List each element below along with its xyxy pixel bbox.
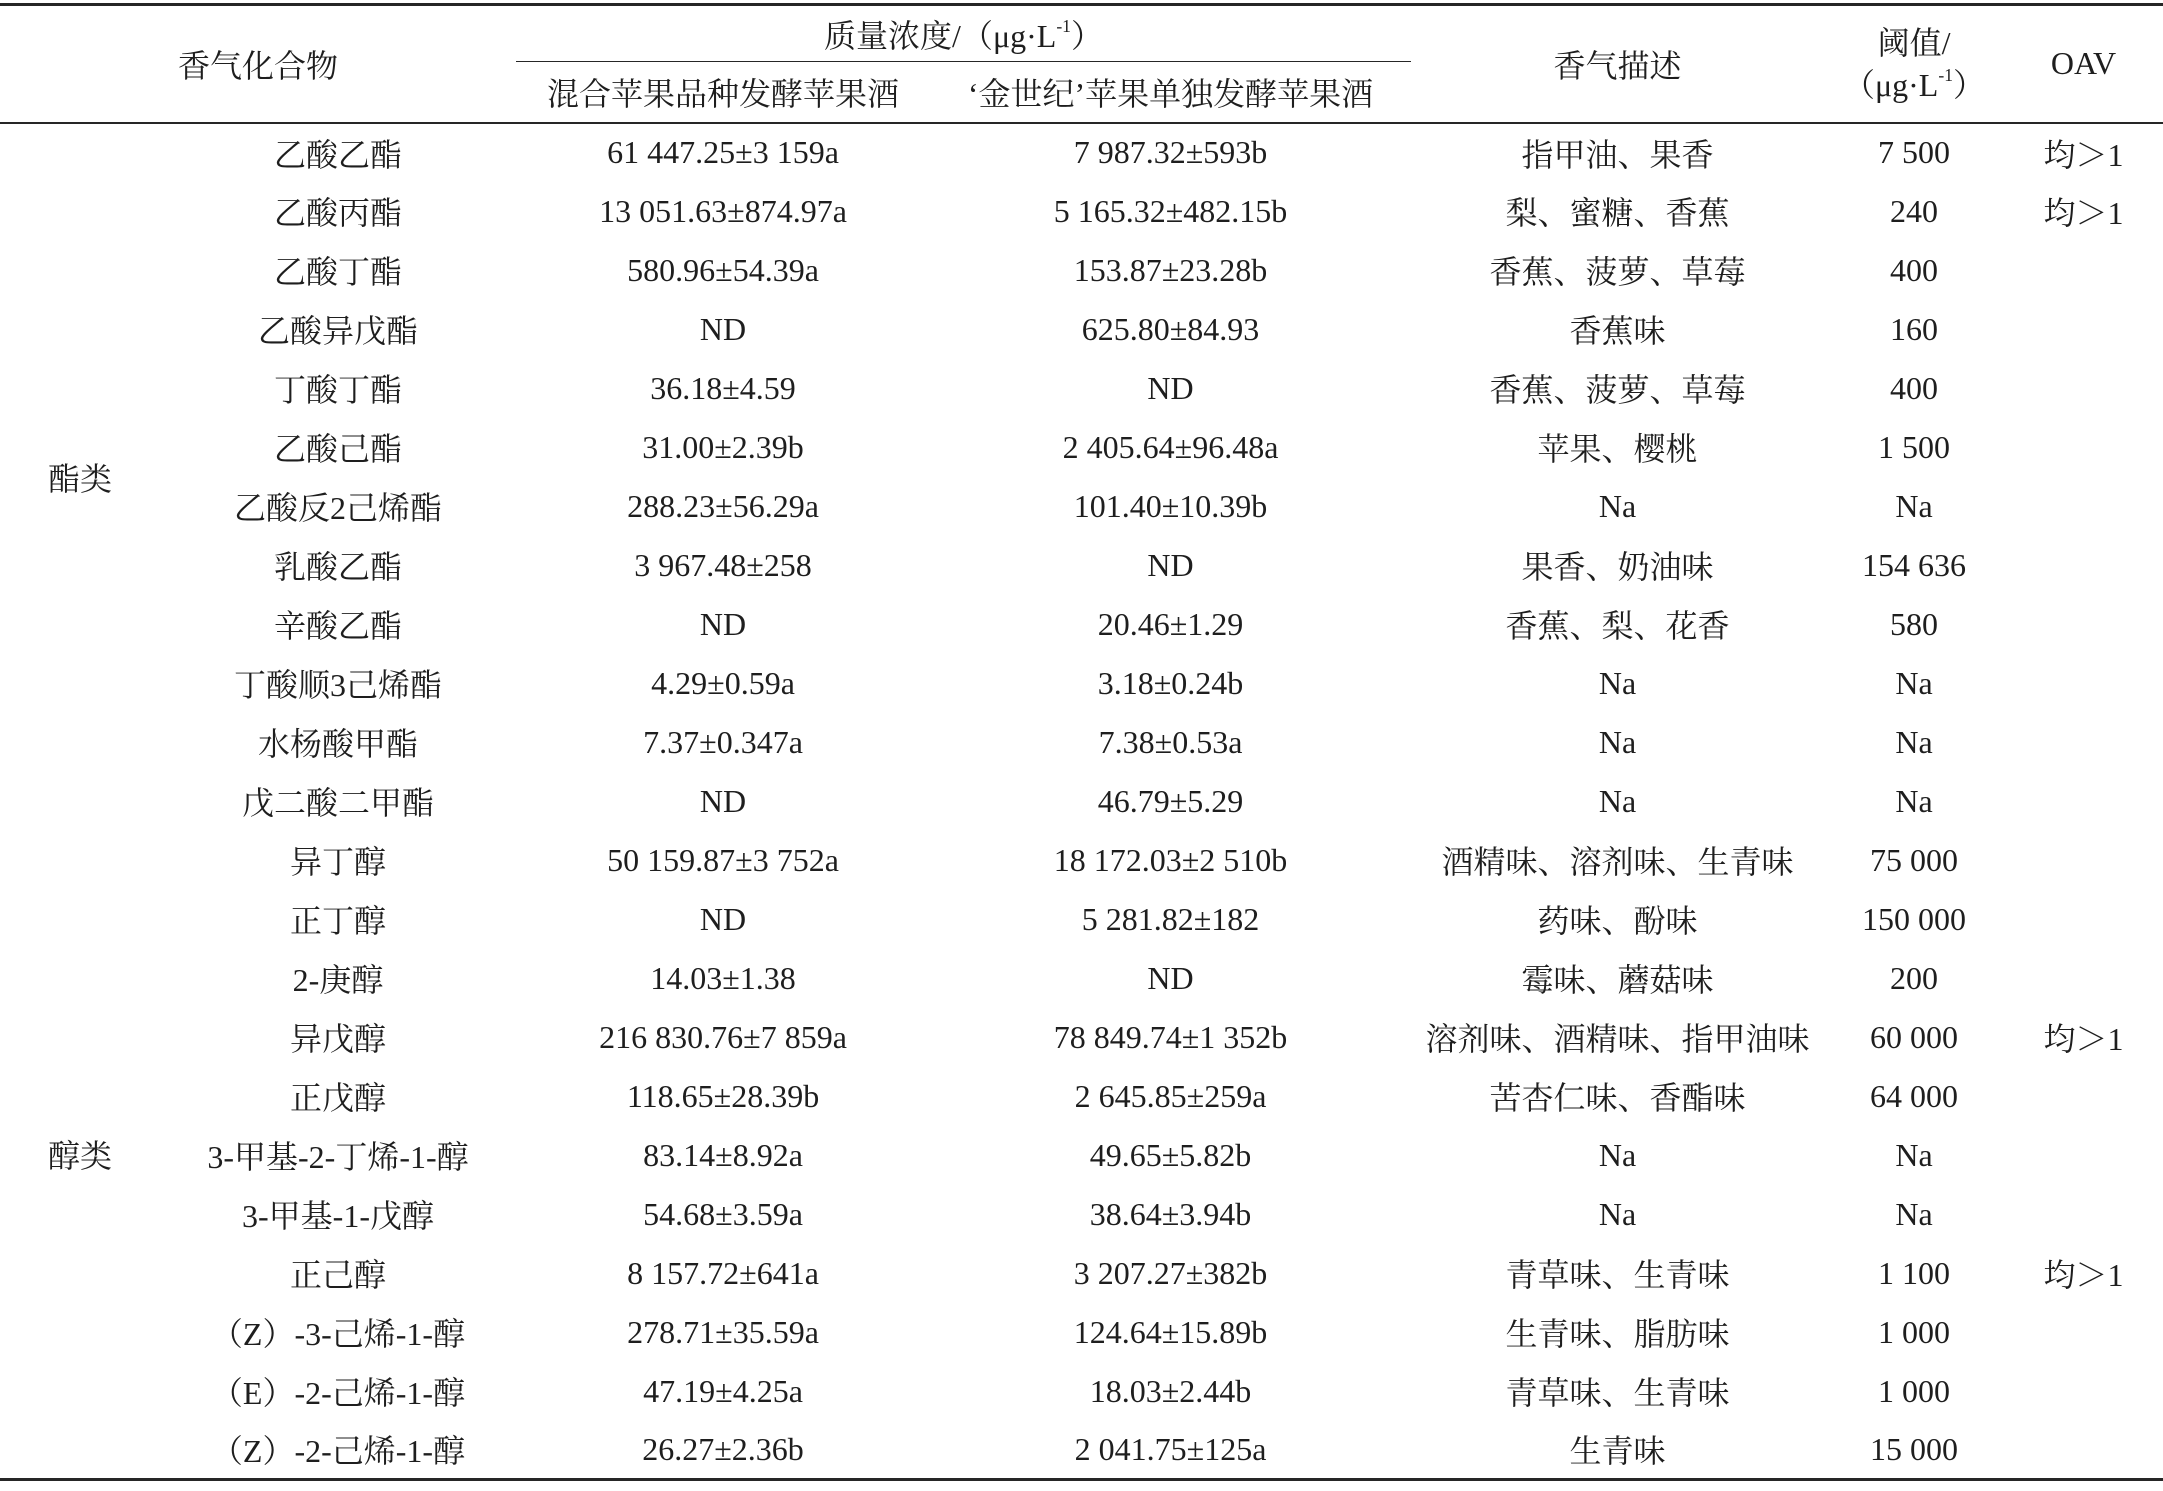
jinshiji-concentration-cell: 7 987.32±593b	[1073, 134, 1268, 170]
concentration-header-text: 质量浓度/（μg·L	[824, 17, 1057, 54]
mixed-variety-concentration-cell: 14.03±1.38	[650, 959, 796, 996]
threshold-unit-exponent: -1	[1938, 65, 1954, 86]
oav-cell	[2004, 949, 2163, 1008]
table-row	[0, 1067, 2163, 1126]
jinshiji-concentration-cell: 78 849.74±1 352b	[1053, 1018, 1288, 1055]
table-row	[0, 1421, 2163, 1480]
threshold-cell: 1 000	[1878, 1313, 1951, 1350]
jinshiji-concentration-cell: 2 405.64±96.48a	[1062, 428, 1279, 465]
aroma-description-cell: 霉味、蘑菇味	[1521, 962, 1714, 998]
table-row	[0, 1362, 2163, 1421]
table-row	[0, 477, 2163, 536]
aroma-description-cell: 青草味、生青味	[1505, 1375, 1730, 1411]
jinshiji-concentration-cell: 3 207.27±382b	[1073, 1254, 1268, 1291]
aroma-description-cell: 指甲油、果香	[1521, 136, 1714, 173]
jinshiji-concentration-cell: ND	[1147, 546, 1194, 583]
jinshiji-concentration-cell: 7.38±0.53a	[1098, 723, 1243, 760]
mixed-variety-concentration-cell: ND	[699, 900, 747, 937]
mixed-variety-concentration-cell: 36.18±4.59	[650, 369, 796, 406]
aroma-description-cell: 苹果、樱桃	[1537, 431, 1698, 467]
oav-header: OAV	[2050, 45, 2117, 82]
table-row	[0, 123, 2163, 182]
mixed-variety-concentration-cell: 26.27±2.36b	[642, 1430, 804, 1467]
oav-cell: 均＞1	[2043, 136, 2124, 173]
compound-name-cell: 正己醇	[290, 1257, 387, 1293]
compound-name-cell: 丁酸丁酯	[274, 372, 403, 408]
table-header	[0, 5, 2163, 123]
threshold-cell: 7 500	[1878, 134, 1951, 170]
mixed-variety-concentration-cell: 31.00±2.39b	[642, 428, 804, 465]
table-row	[0, 300, 2163, 359]
aroma-description-cell: Na	[1598, 1136, 1637, 1173]
threshold-cell: 400	[1890, 251, 1939, 288]
table-row	[0, 949, 2163, 1008]
threshold-cell: 580	[1890, 605, 1939, 642]
compound-name-cell: 戊二酸二甲酯	[242, 785, 435, 821]
oav-cell	[2004, 713, 2163, 772]
aroma-description-cell: 生青味	[1569, 1433, 1666, 1470]
jinshiji-concentration-cell: 124.64±15.89b	[1073, 1313, 1268, 1350]
concentration-unit-exponent: -1	[1056, 16, 1071, 37]
oav-cell	[2004, 1185, 2163, 1244]
table-row	[0, 1185, 2163, 1244]
jinshiji-concentration-cell: ND	[1147, 369, 1194, 406]
table-row	[0, 359, 2163, 418]
category-label: 酯类	[47, 461, 112, 497]
compound-name-cell: 2-庚醇	[292, 962, 384, 998]
mixed-variety-concentration-cell: 118.65±28.39b	[626, 1077, 820, 1114]
oav-cell	[2004, 831, 2163, 890]
table-row	[0, 182, 2163, 241]
threshold-cell: 15 000	[1870, 1430, 1959, 1467]
aroma-description-cell: 香蕉、菠萝、草莓	[1489, 372, 1746, 408]
table-row	[0, 241, 2163, 300]
compound-name-cell: 3-甲基-2-丁烯-1-醇	[207, 1139, 469, 1175]
aroma-description-cell: Na	[1598, 1195, 1637, 1232]
threshold-cell: Na	[1895, 664, 1933, 701]
threshold-cell: 240	[1890, 192, 1939, 229]
mixed-variety-concentration-cell: 4.29±0.59a	[651, 664, 795, 701]
aroma-description-cell: 香蕉味	[1569, 313, 1666, 349]
mixed-variety-concentration-cell: 7.37±0.347a	[643, 723, 803, 760]
threshold-header-unit	[1824, 64, 2004, 106]
jinshiji-concentration-cell: 625.80±84.93	[1081, 310, 1260, 347]
compound-name-cell: 乙酸乙酯	[274, 136, 403, 173]
compound-name-cell: 正丁醇	[290, 903, 387, 939]
table-row	[0, 595, 2163, 654]
mixed-variety-concentration-cell: 54.68±3.59a	[643, 1195, 803, 1232]
aroma-description-cell: 香蕉、菠萝、草莓	[1489, 254, 1746, 290]
mixed-variety-concentration-cell: 580.96±54.39a	[627, 251, 819, 288]
jinshiji-concentration-cell: 20.46±1.29	[1097, 605, 1244, 642]
compound-name-cell: 丁酸顺3己烯酯	[234, 667, 443, 703]
table-row	[0, 1008, 2163, 1067]
aroma-description-cell: Na	[1598, 723, 1637, 760]
compound-name-cell: 异丁醇	[290, 844, 387, 880]
jinshiji-concentration-cell: 49.65±5.82b	[1089, 1136, 1252, 1173]
aroma-description-cell: 果香、奶油味	[1521, 549, 1714, 585]
oav-cell	[2004, 536, 2163, 595]
oav-cell	[2004, 654, 2163, 713]
threshold-unit-close: ）	[1953, 66, 1986, 103]
threshold-cell: Na	[1895, 782, 1933, 819]
aroma-description-cell: Na	[1598, 487, 1637, 524]
mixed-variety-concentration-cell: 3 967.48±258	[634, 546, 812, 583]
mixed-variety-concentration-cell: ND	[699, 782, 747, 819]
compound-name-cell: （Z）-3-己烯-1-醇	[210, 1316, 466, 1352]
threshold-cell: Na	[1895, 1195, 1933, 1232]
table-row	[0, 1303, 2163, 1362]
threshold-cell: Na	[1895, 487, 1933, 524]
concentration-header-close: ）	[1070, 17, 1103, 54]
jinshiji-concentration-cell: 18.03±2.44b	[1089, 1372, 1252, 1409]
oav-cell	[2004, 241, 2163, 300]
jinshiji-concentration-cell: 153.87±23.28b	[1073, 251, 1268, 288]
threshold-cell: 200	[1890, 959, 1939, 996]
oav-cell: 均＞1	[2043, 1257, 2124, 1293]
jinshiji-concentration-cell: 18 172.03±2 510b	[1053, 841, 1288, 878]
oav-cell	[2004, 1421, 2163, 1480]
mixed-variety-concentration-cell: 216 830.76±7 859a	[599, 1018, 847, 1055]
threshold-header-label: 阈值/	[1877, 24, 1951, 61]
threshold-cell: 154 636	[1862, 546, 1967, 583]
compound-name-cell: 乙酸己酯	[274, 431, 403, 467]
compound-name-cell: 水杨酸甲酯	[258, 726, 419, 762]
jinshiji-header: ‘金世纪’苹果单独发酵苹果酒	[967, 75, 1374, 112]
threshold-cell: 400	[1890, 369, 1939, 406]
jinshiji-concentration-cell: 2 645.85±259a	[1074, 1077, 1267, 1114]
threshold-header	[1824, 5, 2004, 123]
threshold-cell: 64 000	[1870, 1077, 1959, 1114]
threshold-cell: Na	[1895, 723, 1933, 760]
table-body	[0, 123, 2163, 1480]
aroma-description-cell: 酒精味、溶剂味、生青味	[1441, 844, 1794, 880]
threshold-cell: 1 100	[1878, 1254, 1951, 1291]
compound-name-cell: 乙酸反2己烯酯	[234, 490, 443, 526]
concentration-header	[516, 5, 1411, 62]
oav-cell: 均＞1	[2043, 1021, 2124, 1057]
compound-name-cell: 乙酸异戊酯	[258, 313, 419, 349]
compound-header: 香气化合物	[178, 47, 339, 84]
header-row-primary	[0, 5, 2163, 62]
oav-cell	[2004, 890, 2163, 949]
mixed-variety-concentration-cell: 288.23±56.29a	[627, 487, 819, 524]
mixed-variety-concentration-cell: 50 159.87±3 752a	[607, 841, 839, 878]
aroma-description-cell: 梨、蜜糖、香蕉	[1505, 195, 1730, 231]
oav-cell	[2004, 595, 2163, 654]
compound-name-cell: （Z）-2-己烯-1-醇	[210, 1433, 466, 1470]
table-row	[0, 890, 2163, 949]
oav-cell	[2004, 300, 2163, 359]
threshold-unit-text: （μg·L	[1842, 66, 1939, 103]
aroma-description-cell: 青草味、生青味	[1505, 1257, 1730, 1293]
threshold-cell: 1 500	[1878, 428, 1951, 465]
mixed-variety-concentration-cell: ND	[699, 310, 747, 347]
mixed-variety-header: 混合苹果品种发酵苹果酒	[547, 75, 900, 112]
aroma-description-cell: 生青味、脂肪味	[1505, 1316, 1730, 1352]
jinshiji-concentration-cell: 38.64±3.94b	[1089, 1195, 1252, 1232]
compound-name-cell: 乙酸丙酯	[274, 195, 403, 231]
oav-cell	[2004, 1126, 2163, 1185]
table-row	[0, 654, 2163, 713]
aroma-description-header: 香气描述	[1553, 47, 1682, 84]
compound-name-cell: 乙酸丁酯	[274, 254, 403, 290]
aroma-description-cell: Na	[1598, 782, 1637, 819]
threshold-cell: 160	[1890, 310, 1939, 347]
compound-name-cell: 正戊醇	[290, 1080, 387, 1116]
mixed-variety-concentration-cell: 13 051.63±874.97a	[599, 192, 847, 229]
table-row	[0, 418, 2163, 477]
aroma-description-cell: 苦杏仁味、香酯味	[1489, 1080, 1746, 1116]
mixed-variety-concentration-cell: 8 157.72±641a	[627, 1254, 819, 1291]
aroma-description-cell: 香蕉、梨、花香	[1505, 608, 1730, 644]
table-row	[0, 1126, 2163, 1185]
category-label: 醇类	[47, 1138, 112, 1175]
threshold-cell: 75 000	[1870, 841, 1959, 878]
mixed-variety-concentration-cell: ND	[699, 605, 747, 642]
jinshiji-concentration-cell: 5 165.32±482.15b	[1053, 192, 1288, 229]
mixed-variety-concentration-cell: 47.19±4.25a	[643, 1372, 803, 1409]
oav-cell	[2004, 1303, 2163, 1362]
aroma-description-cell: 药味、酚味	[1537, 903, 1698, 939]
oav-cell	[2004, 418, 2163, 477]
mixed-variety-concentration-cell: 83.14±8.92a	[643, 1136, 803, 1173]
compound-name-cell: 3-甲基-1-戊醇	[242, 1198, 434, 1234]
jinshiji-concentration-cell: 2 041.75±125a	[1074, 1430, 1267, 1467]
compound-name-cell: 辛酸乙酯	[274, 608, 403, 644]
oav-cell	[2004, 477, 2163, 536]
oav-cell	[2004, 359, 2163, 418]
table-row	[0, 536, 2163, 595]
threshold-cell: 150 000	[1862, 900, 1967, 937]
compound-name-cell: （E）-2-己烯-1-醇	[210, 1375, 466, 1411]
jinshiji-concentration-cell: ND	[1147, 959, 1194, 996]
table-row	[0, 772, 2163, 831]
aroma-description-cell: Na	[1598, 664, 1637, 701]
jinshiji-concentration-cell: 3.18±0.24b	[1097, 664, 1244, 701]
table-row	[0, 1244, 2163, 1303]
jinshiji-concentration-cell: 5 281.82±182	[1081, 900, 1260, 937]
aroma-compound-table	[0, 3, 2163, 1481]
compound-name-cell: 异戊醇	[290, 1021, 387, 1057]
jinshiji-concentration-cell: 101.40±10.39b	[1073, 487, 1268, 524]
compound-name-cell: 乳酸乙酯	[274, 549, 403, 585]
mixed-variety-concentration-cell: 61 447.25±3 159a	[607, 134, 839, 170]
threshold-cell: 60 000	[1870, 1018, 1959, 1055]
aroma-description-cell: 溶剂味、酒精味、指甲油味	[1425, 1021, 1810, 1057]
oav-cell	[2004, 1362, 2163, 1421]
oav-cell	[2004, 1067, 2163, 1126]
threshold-cell: 1 000	[1878, 1372, 1951, 1409]
threshold-cell: Na	[1895, 1136, 1933, 1173]
jinshiji-concentration-cell: 46.79±5.29	[1097, 782, 1244, 819]
table-row	[0, 713, 2163, 772]
table-row	[0, 831, 2163, 890]
mixed-variety-concentration-cell: 278.71±35.59a	[627, 1313, 819, 1350]
oav-cell: 均＞1	[2043, 195, 2124, 231]
oav-cell	[2004, 772, 2163, 831]
